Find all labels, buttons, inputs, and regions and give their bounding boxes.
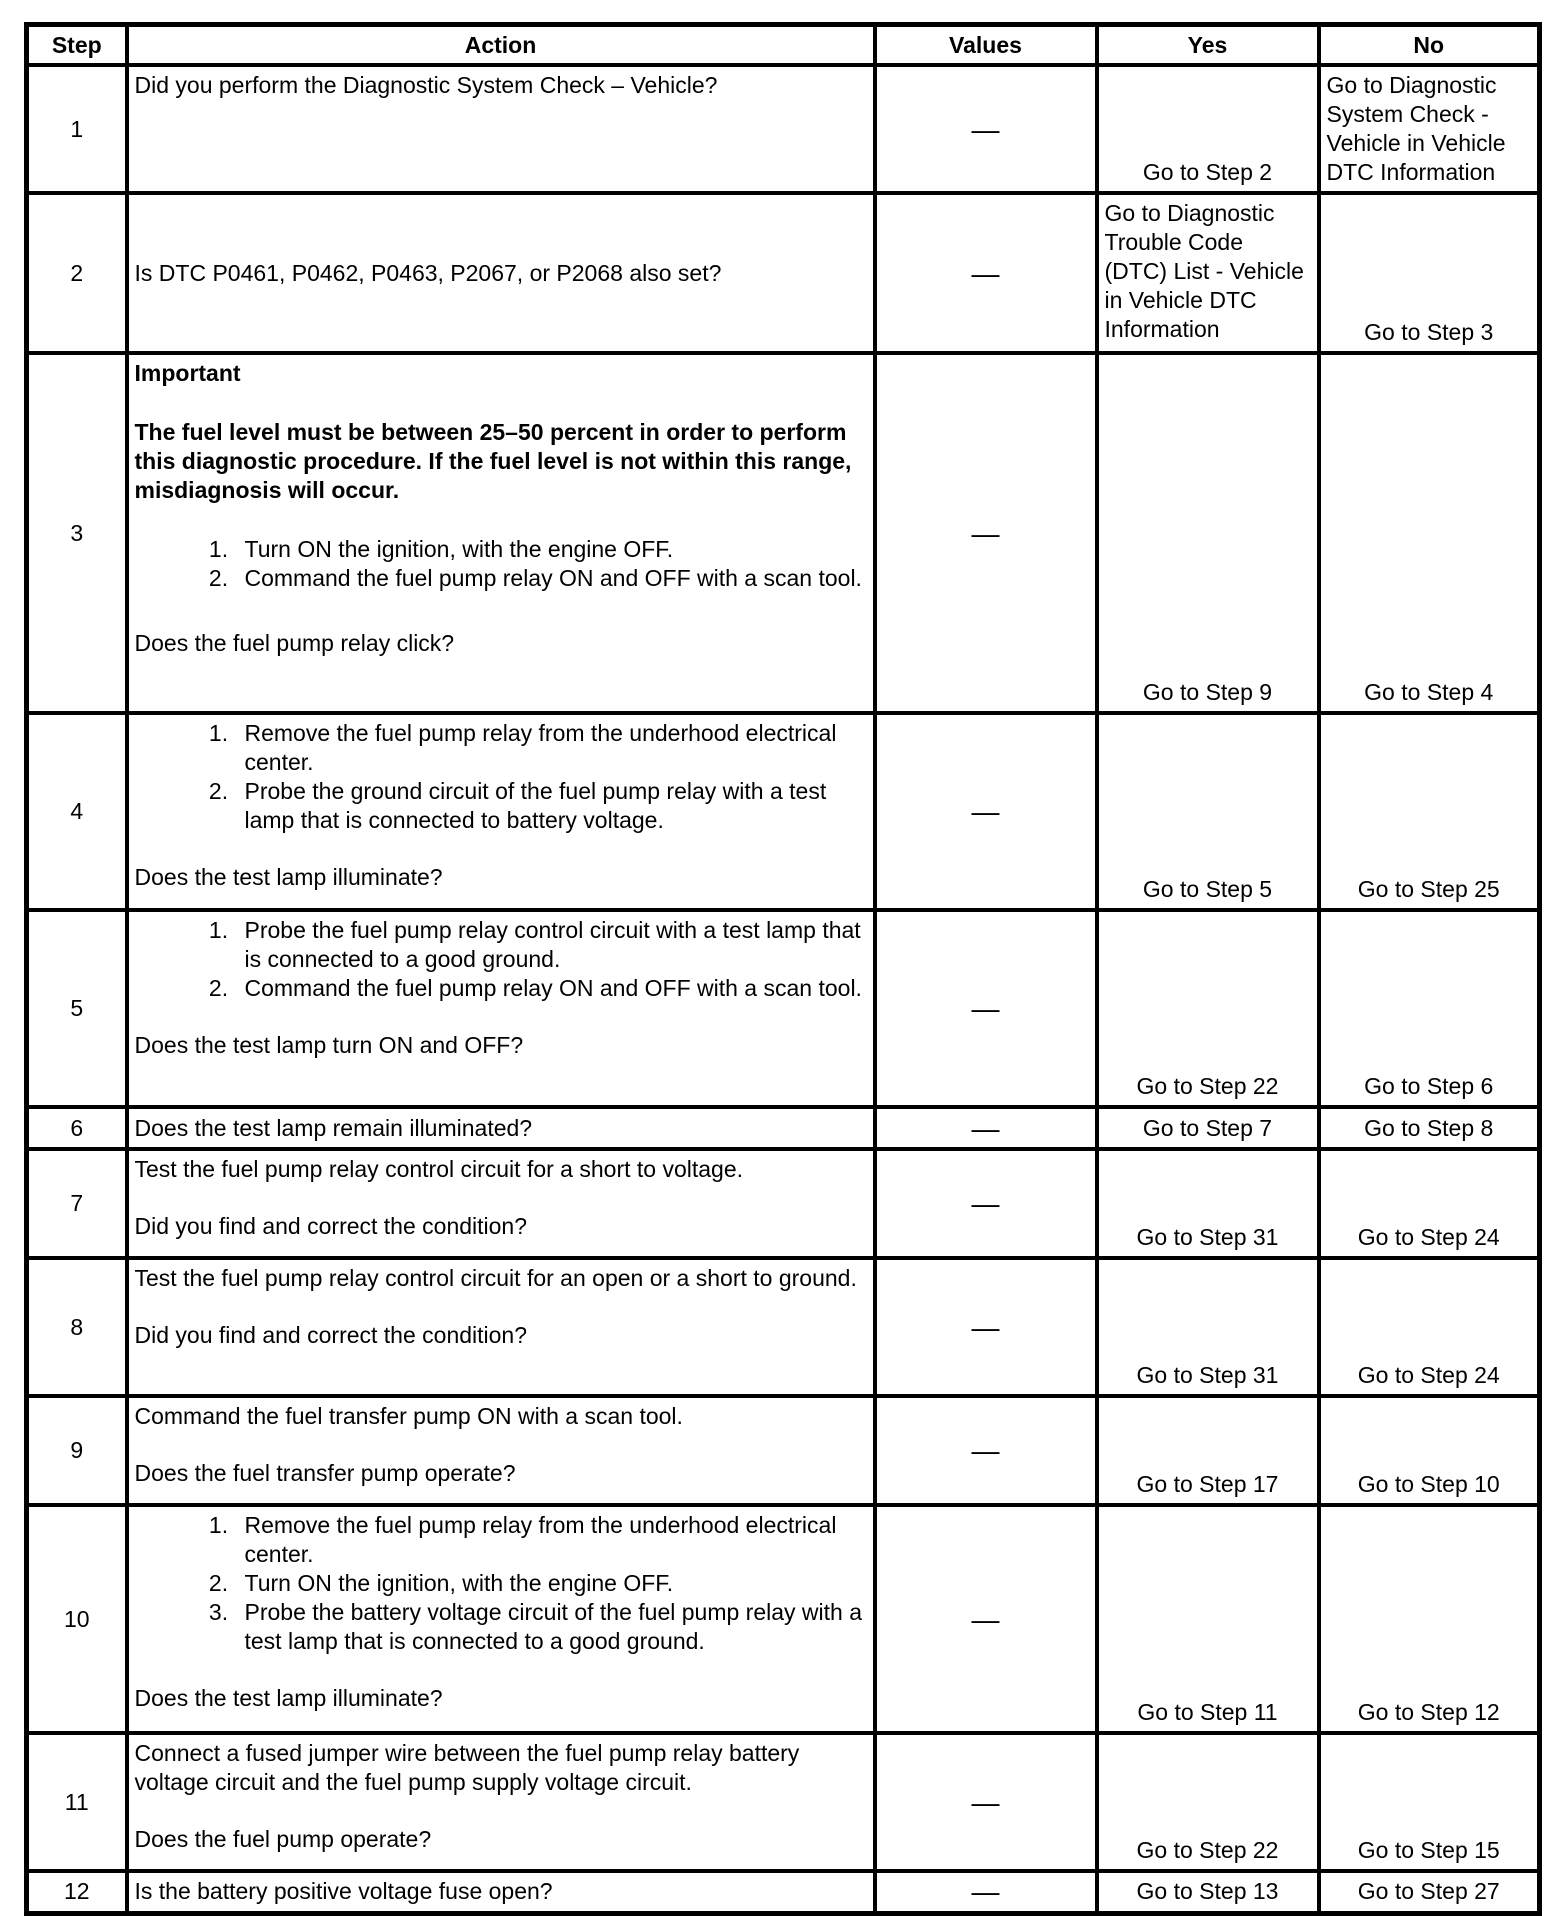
no-cell: Go to Step 15: [1319, 1733, 1540, 1871]
table-row: [27, 910, 1540, 1107]
step-number: 12: [27, 1871, 127, 1913]
step-number: 9: [27, 1396, 127, 1505]
header-values: Values: [875, 25, 1097, 66]
action-text: Is DTC P0461, P0462, P0463, P2067, or P2068 also set?: [134, 259, 722, 286]
action-cell: [127, 713, 875, 910]
values-cell: —: [875, 1258, 1097, 1396]
no-cell: Go to Step 27: [1319, 1871, 1540, 1913]
action-question: Does the fuel pump relay click?: [134, 630, 455, 656]
list-item: 1. Probe the fuel pump relay control circuit with a test lamp that is connected to a good ground.: [235, 916, 867, 974]
header-yes: Yes: [1097, 25, 1319, 66]
values-cell: —: [875, 193, 1097, 353]
diagnostic-table-container: [24, 22, 1537, 1916]
step-number: 11: [27, 1733, 127, 1871]
step-list: [135, 719, 867, 835]
step-number: 10: [27, 1505, 127, 1733]
action-cell: [127, 1258, 875, 1396]
step-list: [135, 1511, 867, 1656]
list-item: 2. Command the fuel pump relay ON and OFF with a scan tool.: [235, 974, 867, 1003]
no-cell: Go to Step 3: [1319, 193, 1540, 353]
important-heading: Important: [134, 360, 241, 386]
no-cell: Go to Diagnostic System Check - Vehicle in Vehicle DTC Information: [1319, 65, 1540, 193]
table-row: [27, 1733, 1540, 1871]
no-cell: Go to Step 24: [1319, 1149, 1540, 1258]
no-cell: Go to Step 4: [1319, 353, 1540, 713]
step-number: 3: [27, 353, 127, 713]
values-cell: —: [875, 65, 1097, 193]
yes-cell: Go to Step 11: [1097, 1505, 1319, 1733]
step-number: 4: [27, 713, 127, 910]
step-number: 6: [27, 1107, 127, 1149]
header-row: [27, 25, 1540, 66]
values-cell: —: [875, 1149, 1097, 1258]
yes-cell: Go to Step 7: [1097, 1107, 1319, 1149]
yes-cell: Go to Step 17: [1097, 1396, 1319, 1505]
action-question: Does the fuel pump operate?: [134, 1826, 432, 1852]
yes-cell: Go to Step 22: [1097, 1733, 1319, 1871]
values-cell: —: [875, 1733, 1097, 1871]
table-row: [27, 193, 1540, 353]
action-cell: [127, 1733, 875, 1871]
yes-cell: Go to Diagnostic Trouble Code (DTC) List - Vehicle in Vehicle DTC Information: [1097, 193, 1319, 353]
values-cell: —: [875, 1871, 1097, 1913]
diagnostic-table: [24, 22, 1542, 1916]
action-text: Does the test lamp remain illuminated?: [134, 1114, 533, 1141]
action-cell: [127, 65, 875, 193]
no-cell: Go to Step 12: [1319, 1505, 1540, 1733]
step-number: 5: [27, 910, 127, 1107]
step-number: 1: [27, 65, 127, 193]
action-cell: [127, 1396, 875, 1505]
values-cell: —: [875, 910, 1097, 1107]
table-row: [27, 1107, 1540, 1149]
no-cell: Go to Step 25: [1319, 713, 1540, 910]
no-cell: Go to Step 24: [1319, 1258, 1540, 1396]
no-cell: Go to Step 6: [1319, 910, 1540, 1107]
step-number: 2: [27, 193, 127, 353]
important-note: The fuel level must be between 25–50 percent in order to perform this diagnostic procedure. If the fuel level is not within this range, misdiagnosis will occur.: [134, 419, 852, 503]
table-row: [27, 353, 1540, 713]
list-item: 2. Command the fuel pump relay ON and OFF with a scan tool.: [235, 564, 867, 593]
yes-cell: Go to Step 22: [1097, 910, 1319, 1107]
values-cell: —: [875, 1396, 1097, 1505]
action-cell: [127, 1505, 875, 1733]
action-question: Does the test lamp turn ON and OFF?: [134, 1032, 524, 1058]
values-cell: —: [875, 353, 1097, 713]
table-row: [27, 1149, 1540, 1258]
action-question: Did you find and correct the condition?: [134, 1213, 528, 1239]
table-row: [27, 1871, 1540, 1913]
step-number: 7: [27, 1149, 127, 1258]
action-cell: [127, 1149, 875, 1258]
yes-cell: Go to Step 13: [1097, 1871, 1319, 1913]
action-question: Does the test lamp illuminate?: [134, 864, 443, 890]
table-row: [27, 1396, 1540, 1505]
step-list: [135, 535, 867, 593]
yes-cell: Go to Step 2: [1097, 65, 1319, 193]
action-cell: [127, 353, 875, 713]
values-cell: —: [875, 1505, 1097, 1733]
action-cell: [127, 910, 875, 1107]
action-cell: [127, 1871, 875, 1913]
list-item: 1. Remove the fuel pump relay from the underhood electrical center.: [235, 719, 867, 777]
step-number: 8: [27, 1258, 127, 1396]
step-list: [135, 916, 867, 1003]
table-row: [27, 1258, 1540, 1396]
list-item: 2. Turn ON the ignition, with the engine OFF.: [235, 1569, 867, 1598]
action-text: Command the fuel transfer pump ON with a scan tool.: [134, 1403, 683, 1429]
action-text: Connect a fused jumper wire between the fuel pump relay battery voltage circuit and the fuel pump supply voltage circuit.: [134, 1740, 800, 1795]
action-cell: [127, 1107, 875, 1149]
action-question: Does the test lamp illuminate?: [134, 1685, 443, 1711]
table-row: [27, 65, 1540, 193]
list-item: 1. Turn ON the ignition, with the engine OFF.: [235, 535, 867, 564]
action-text: Test the fuel pump relay control circuit for an open or a short to ground.: [134, 1265, 857, 1291]
table-row: [27, 1505, 1540, 1733]
action-cell: [127, 193, 875, 353]
header-no: No: [1319, 25, 1540, 66]
action-text: Is the battery positive voltage fuse open?: [134, 1878, 553, 1905]
list-item: 3. Probe the battery voltage circuit of the fuel pump relay with a test lamp that is connected to a good ground.: [235, 1598, 867, 1656]
yes-cell: Go to Step 5: [1097, 713, 1319, 910]
yes-cell: Go to Step 9: [1097, 353, 1319, 713]
yes-cell: Go to Step 31: [1097, 1258, 1319, 1396]
action-question: Did you find and correct the condition?: [134, 1322, 528, 1348]
list-item: 1. Remove the fuel pump relay from the underhood electrical center.: [235, 1511, 867, 1569]
action-text: Test the fuel pump relay control circuit for a short to voltage.: [134, 1156, 744, 1182]
no-cell: Go to Step 10: [1319, 1396, 1540, 1505]
header-action: Action: [127, 25, 875, 66]
no-cell: Go to Step 8: [1319, 1107, 1540, 1149]
values-cell: —: [875, 1107, 1097, 1149]
action-text: Did you perform the Diagnostic System Check – Vehicle?: [134, 72, 718, 98]
table-row: [27, 713, 1540, 910]
list-item: 2. Probe the ground circuit of the fuel pump relay with a test lamp that is connected to battery voltage.: [235, 777, 867, 835]
yes-cell: Go to Step 31: [1097, 1149, 1319, 1258]
header-step: Step: [27, 25, 127, 66]
values-cell: —: [875, 713, 1097, 910]
action-question: Does the fuel transfer pump operate?: [134, 1460, 516, 1486]
